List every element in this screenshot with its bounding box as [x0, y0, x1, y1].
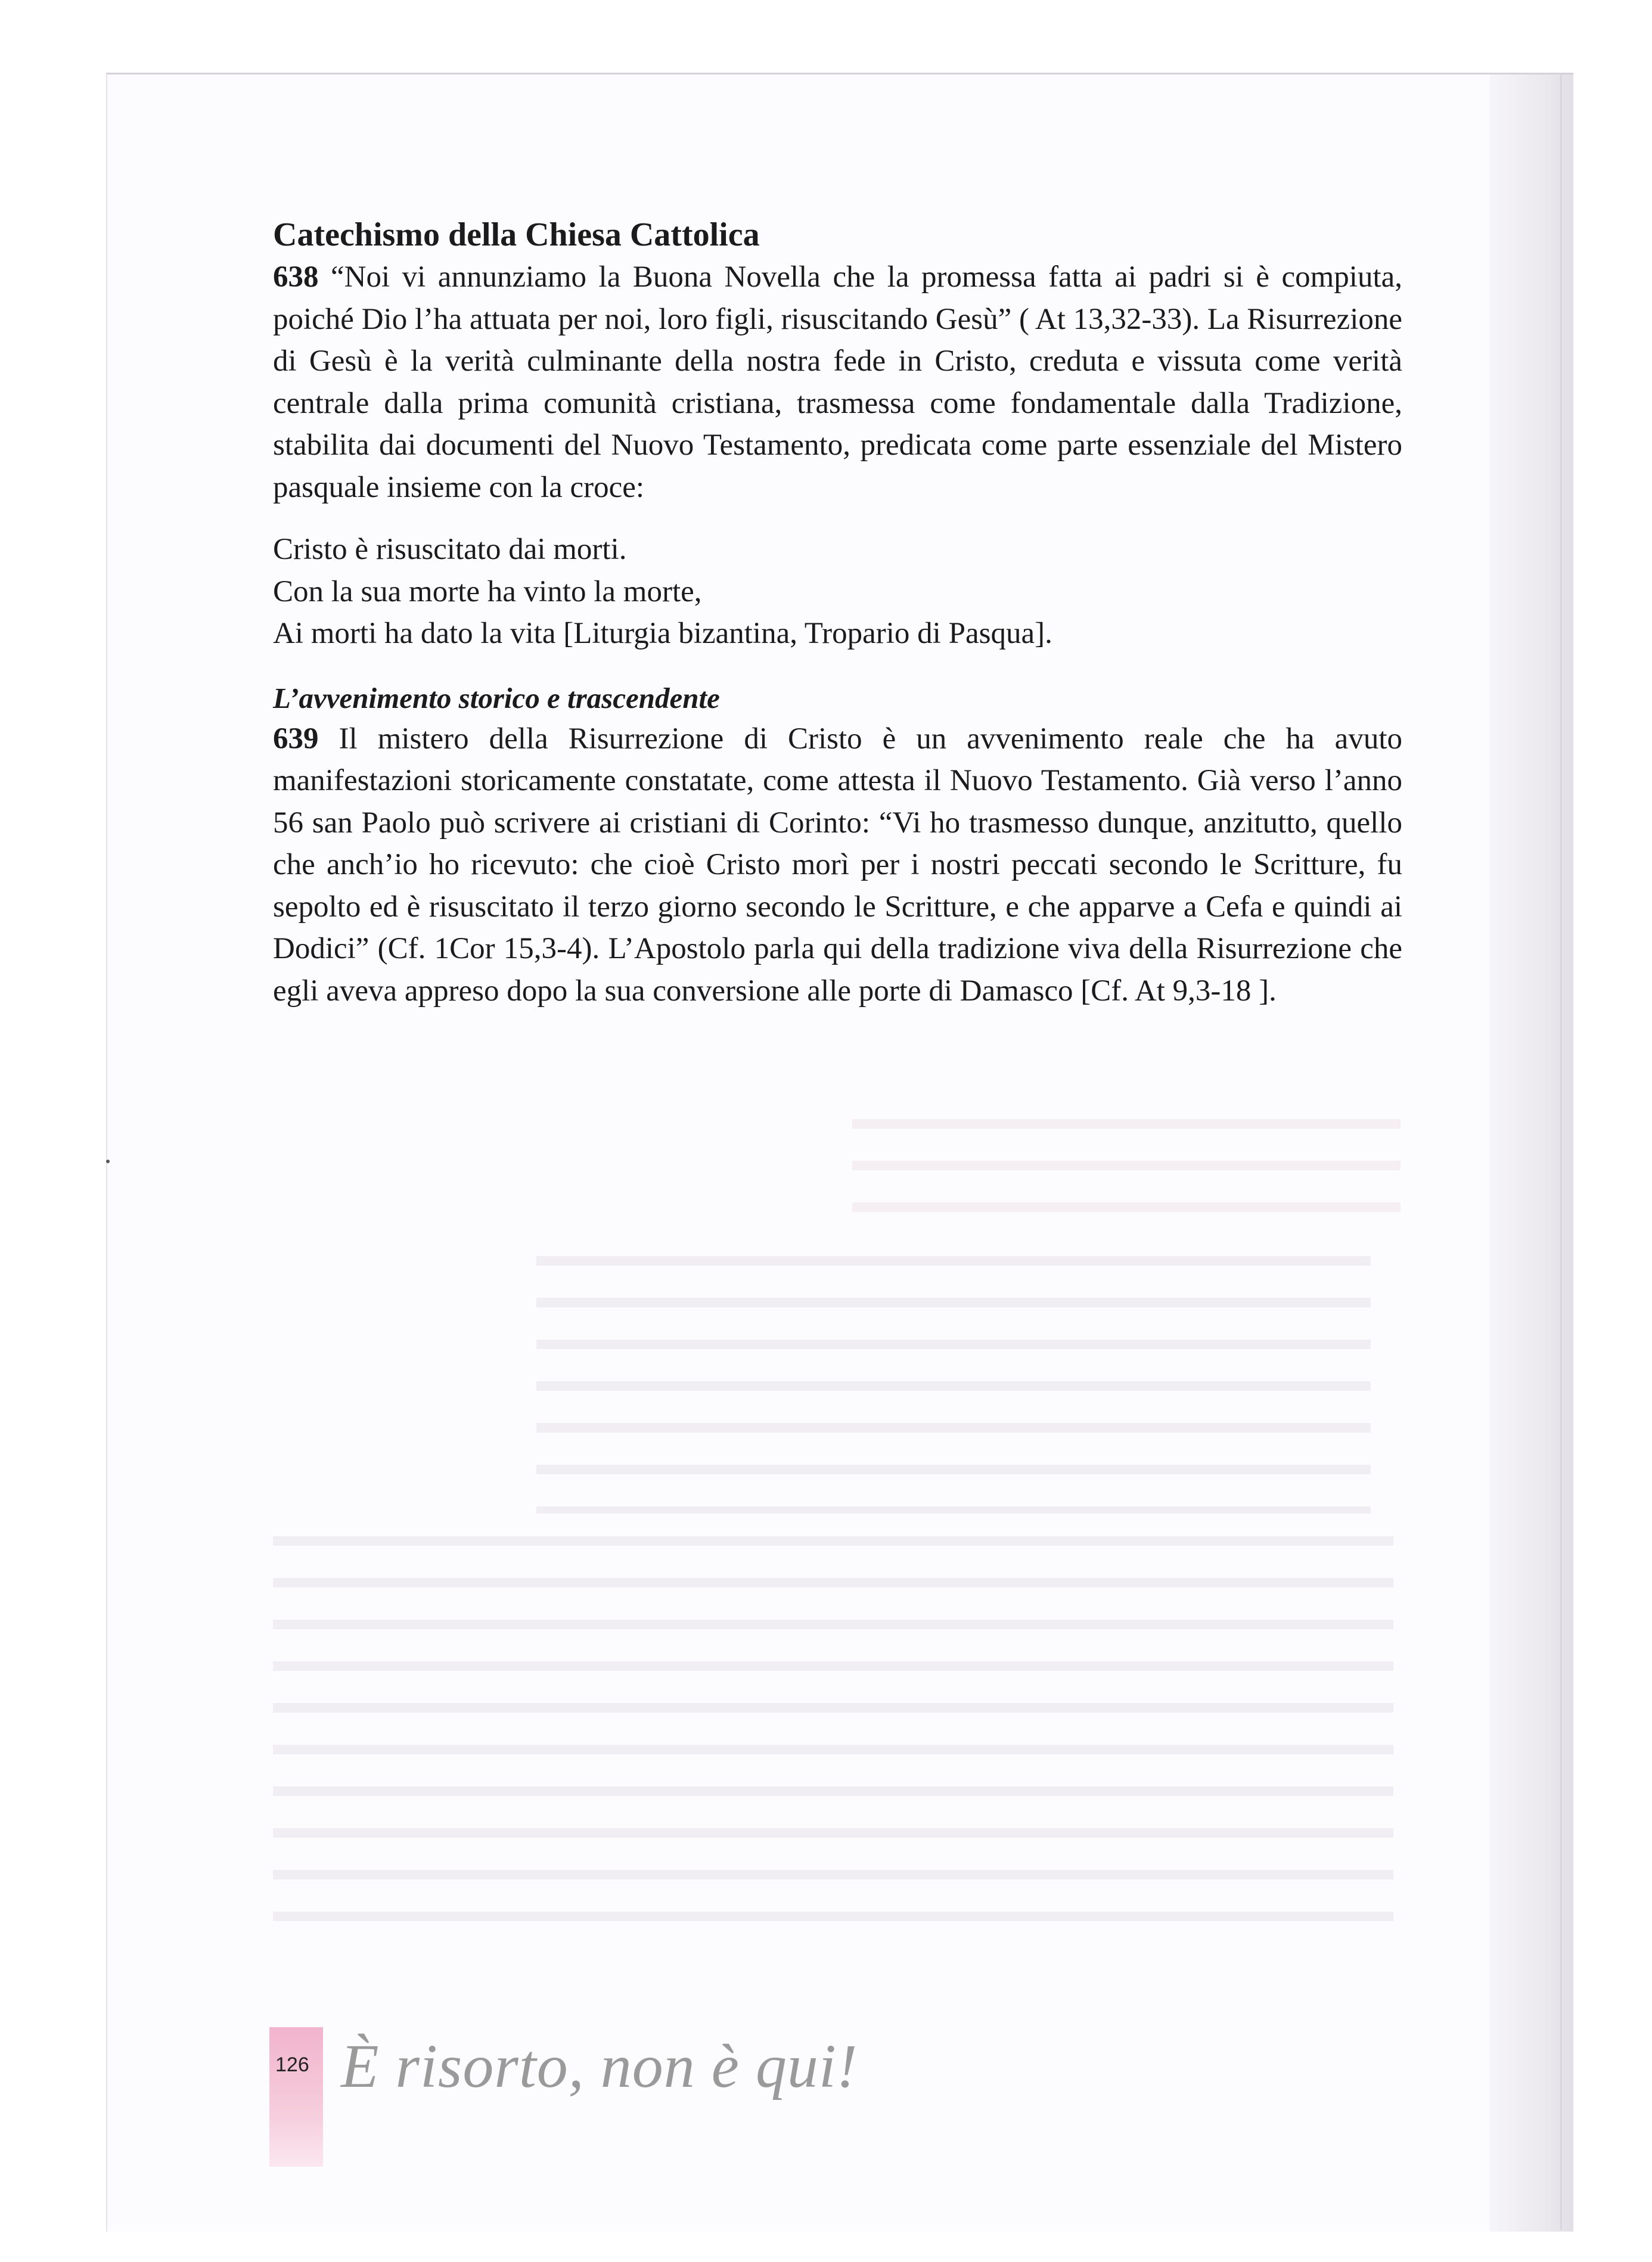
main-text — [273, 213, 1402, 1012]
paragraph-number: 639 — [273, 722, 319, 756]
show-through-block-3 — [852, 1102, 1401, 1222]
show-through-block-2 — [273, 1520, 1393, 1949]
footer-accent-bar — [269, 2027, 323, 2167]
show-through-block-1 — [536, 1239, 1371, 1514]
verse-line: Ai morti ha dato la vita [Liturgia bizantina, Tropario di Pasqua]. — [273, 617, 1052, 650]
liturgical-verses — [273, 529, 1402, 655]
paragraph-638 — [273, 256, 1402, 508]
verse-line: Con la sua morte ha vinto la morte, — [273, 574, 702, 608]
page-number: 126 — [275, 2053, 309, 2076]
footer-title: È risorto, non è qui! — [341, 2032, 858, 2101]
page-fold-line — [1560, 73, 1562, 2230]
subheading: L’avvenimento storico e trascendente — [273, 681, 720, 714]
paragraph-number: 638 — [273, 260, 319, 294]
section-heading: Catechismo della Chiesa Cattolica — [273, 216, 760, 253]
paragraph-text: Il mistero della Risurrezione di Cristo è un avvenimento reale che ha avuto manifestazioni storicamente constatate, come attesta il Nuovo Testamento. Già verso l’anno 56 san Paolo può scrivere ai cristiani di Corinto: “Vi ho trasmesso dunque, anzitutto, quello che anch’io ho ricevuto: che cioè Cristo morì per i nostri peccati secondo le Scritture, fu sepolto ed è risuscitato il terzo giorno secondo le Scritture, e che apparve a Cefa e quindi ai Dodici” (Cf. 1Cor 15,3-4). L’Apostolo parla qui della tradizione viva della Risurrezione che egli aveva appreso dopo la sua conversione alle porte di Damasco [Cf. At 9,3-18 ]. — [273, 722, 1402, 1008]
scan-speck — [106, 1160, 110, 1163]
paragraph-639 — [273, 718, 1402, 1012]
paragraph-text: “Noi vi annunziamo la Buona Novella che la promessa fatta ai padri si è compiuta, poiché Dio l’ha attuata per noi, loro figli, risuscitando Gesù” ( At 13,32-33). La Risurrezione di Gesù è la verità culminante della nostra fede in Cristo, creduta e vissuta come verità centrale dalla prima comunità cristiana, trasmessa come fondamentale dalla Tradizione, stabilita dai documenti del Nuovo Testamento, predicata come parte essenziale del Mistero pasquale insieme con la croce: — [273, 260, 1402, 504]
verse-line: Cristo è risuscitato dai morti. — [273, 533, 627, 566]
